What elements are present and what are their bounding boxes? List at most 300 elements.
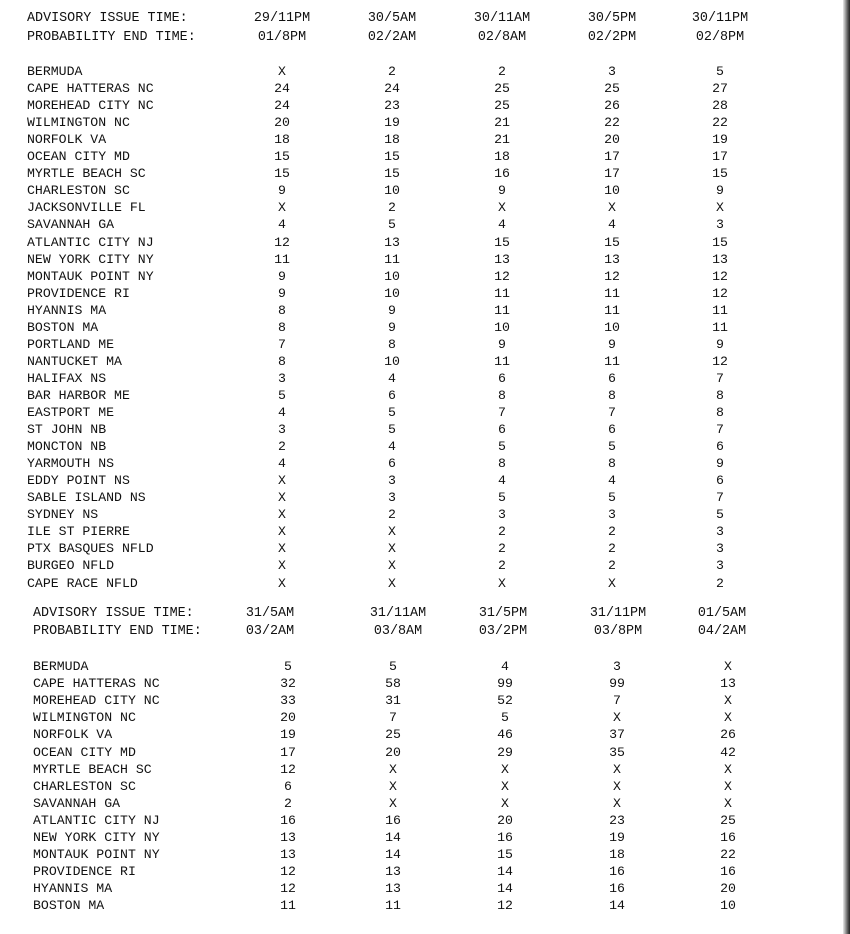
probability-value: 3	[388, 490, 396, 506]
probability-value: 7	[389, 710, 397, 726]
probability-value: 35	[609, 744, 625, 760]
location-name: SABLE ISLAND NS	[27, 490, 146, 506]
probability-value: 12	[274, 234, 290, 250]
probability-value: 9	[608, 336, 616, 352]
table-row	[0, 575, 840, 592]
location-name: MOREHEAD CITY NC	[27, 98, 154, 114]
location-name: PROVIDENCE RI	[27, 285, 130, 301]
probability-value: X	[278, 64, 286, 79]
probability-value: 31	[385, 693, 401, 709]
issue-time-col-1: 31/5AM	[245, 606, 295, 621]
table-row	[0, 812, 840, 829]
issue-time-col-4: 31/11PM	[589, 606, 647, 621]
table-row	[0, 199, 840, 216]
probability-value: 2	[388, 64, 396, 79]
probability-value: 58	[385, 676, 401, 692]
probability-value: X	[716, 200, 724, 216]
probability-value: 20	[274, 115, 290, 131]
probability-value: 17	[604, 149, 620, 165]
probability-value: X	[389, 795, 397, 811]
probability-value: 15	[384, 166, 400, 182]
probability-value: 5	[501, 710, 509, 726]
probability-value: X	[501, 778, 509, 794]
probability-value: 10	[384, 285, 400, 301]
location-name: MONTAUK POINT NY	[27, 268, 154, 284]
probability-value: 20	[497, 812, 513, 828]
table-row	[0, 829, 840, 846]
probability-value: X	[389, 761, 397, 777]
table-row	[0, 709, 840, 726]
location-name: BAR HARBOR ME	[27, 387, 130, 403]
probability-value: 12	[497, 898, 513, 914]
location-name: PTX BASQUES NFLD	[27, 541, 154, 557]
probability-value: X	[724, 761, 732, 777]
location-name: NORFOLK VA	[33, 727, 113, 743]
probability-value: 15	[712, 234, 728, 250]
probability-value: 2	[498, 524, 506, 540]
table-row	[0, 234, 840, 251]
probability-value: 26	[604, 98, 620, 114]
probability-value: 20	[720, 881, 736, 897]
location-name: HYANNIS MA	[33, 881, 113, 897]
probability-value: X	[501, 795, 509, 811]
end-time-col-5: 02/8PM	[695, 30, 745, 45]
probability-value: 8	[498, 456, 506, 472]
probability-value: 15	[384, 149, 400, 165]
location-name: NEW YORK CITY NY	[27, 251, 154, 267]
probability-value: 11	[604, 353, 620, 369]
probability-value: 22	[604, 115, 620, 131]
probability-value: 25	[385, 727, 401, 743]
table-row	[0, 489, 840, 506]
end-time-col-4: 03/8PM	[593, 624, 643, 639]
location-name: ILE ST PIERRE	[27, 524, 130, 540]
probability-value: 28	[712, 98, 728, 114]
probability-value: 12	[280, 864, 296, 880]
table-row	[0, 387, 840, 404]
probability-value: X	[278, 575, 286, 591]
probability-value: 11	[604, 302, 620, 318]
probability-value: X	[724, 778, 732, 794]
probability-value: 16	[494, 166, 510, 182]
end-time-col-2: 03/8AM	[373, 624, 423, 639]
probability-value: 11	[385, 898, 401, 914]
location-name: CAPE HATTERAS NC	[33, 676, 160, 692]
probability-value: 9	[278, 268, 286, 284]
probability-value: 21	[494, 115, 510, 131]
location-name: MOREHEAD CITY NC	[33, 693, 160, 709]
probability-value: 5	[498, 439, 506, 455]
probability-value: 52	[497, 693, 513, 709]
probability-value: 8	[608, 387, 616, 403]
probability-value: 19	[384, 115, 400, 131]
probability-value: X	[724, 710, 732, 726]
table-row	[0, 438, 840, 455]
location-name: MYRTLE BEACH SC	[27, 166, 146, 182]
probability-value: X	[498, 575, 506, 591]
probability-value: 37	[609, 727, 625, 743]
probability-value: 25	[494, 81, 510, 97]
probability-value: 10	[604, 319, 620, 335]
location-name: NEW YORK CITY NY	[33, 830, 160, 845]
probability-value: 22	[712, 115, 728, 131]
issue-time-header	[0, 10, 840, 28]
probability-value: 5	[388, 405, 396, 420]
probability-value: 10	[384, 268, 400, 284]
probability-value: 12	[712, 285, 728, 301]
probability-value: 19	[609, 830, 625, 845]
probability-value: 2	[498, 64, 506, 79]
probability-value: X	[278, 507, 286, 523]
table-row	[0, 97, 840, 114]
table-row	[0, 114, 840, 131]
probability-value: 4	[501, 659, 509, 674]
probability-value: 46	[497, 727, 513, 743]
probability-value: 11	[280, 898, 296, 914]
probability-value: 6	[498, 422, 506, 438]
probability-value: 3	[498, 507, 506, 523]
location-name: BERMUDA	[33, 659, 89, 674]
probability-value: 8	[498, 387, 506, 403]
probability-value: 22	[720, 847, 736, 863]
probability-value: 25	[720, 812, 736, 828]
probability-value: 7	[716, 370, 724, 386]
probability-value: 17	[280, 744, 296, 760]
table-row	[0, 285, 840, 302]
location-name: BERMUDA	[27, 64, 83, 79]
probability-value: X	[278, 200, 286, 216]
probability-value: X	[498, 200, 506, 216]
probability-value: 14	[385, 830, 401, 845]
probability-value: 24	[274, 81, 290, 97]
probability-value: 11	[494, 353, 510, 369]
end-time-col-4: 02/2PM	[587, 30, 637, 45]
probability-value: 4	[608, 217, 616, 233]
table-row	[0, 165, 840, 182]
location-name: BOSTON MA	[33, 898, 105, 914]
table-row	[0, 182, 840, 199]
probability-value: 9	[388, 319, 396, 335]
probability-value: 12	[494, 268, 510, 284]
table-row	[0, 370, 840, 387]
table-row	[0, 131, 840, 148]
probability-value: 20	[280, 710, 296, 726]
probability-value: 13	[280, 830, 296, 845]
probability-value: 5	[284, 659, 292, 674]
probability-value: 9	[278, 183, 286, 199]
probability-value: 23	[609, 812, 625, 828]
probability-value: 3	[613, 659, 621, 674]
probability-value: 19	[712, 132, 728, 148]
probability-value: 4	[278, 217, 286, 233]
probability-value: 4	[388, 439, 396, 455]
probability-value: 9	[716, 456, 724, 472]
table-row	[0, 897, 840, 914]
probability-value: X	[501, 761, 509, 777]
probability-value: 15	[712, 166, 728, 182]
probability-value: 8	[278, 353, 286, 369]
probability-value: 15	[494, 234, 510, 250]
table-row	[0, 148, 840, 165]
issue-time-col-5: 01/5AM	[697, 606, 747, 621]
probability-value: 15	[274, 149, 290, 165]
probability-value: X	[608, 575, 616, 591]
location-name: SAVANNAH GA	[33, 795, 121, 811]
probability-value: 2	[608, 541, 616, 557]
table-row	[0, 251, 840, 268]
probability-value: 6	[284, 778, 292, 794]
probability-value: 7	[278, 336, 286, 352]
probability-value: 99	[497, 676, 513, 692]
probability-value: 15	[497, 847, 513, 863]
probability-value: 7	[498, 405, 506, 420]
end-time-col-2: 02/2AM	[367, 30, 417, 45]
location-name: HYANNIS MA	[27, 302, 107, 318]
location-name: EASTPORT ME	[27, 405, 115, 420]
location-name: ST JOHN NB	[27, 422, 107, 438]
probability-value: 18	[384, 132, 400, 148]
probability-value: 17	[604, 166, 620, 182]
location-name: CHARLESTON SC	[33, 778, 136, 794]
issue-time-col-4: 30/5PM	[587, 11, 637, 26]
probability-value: 10	[604, 183, 620, 199]
end-time-header	[0, 29, 840, 47]
probability-value: 8	[278, 319, 286, 335]
probability-value: 15	[274, 166, 290, 182]
probability-value: 8	[278, 302, 286, 318]
location-name: PORTLAND ME	[27, 336, 115, 352]
probability-value: 3	[608, 64, 616, 79]
probability-value: 11	[604, 285, 620, 301]
probability-value: 16	[609, 881, 625, 897]
probability-value: 2	[608, 524, 616, 540]
probability-value: 11	[494, 285, 510, 301]
probability-value: 12	[280, 761, 296, 777]
location-name: CAPE HATTERAS NC	[27, 81, 154, 97]
table-row	[0, 404, 840, 421]
probability-value: 14	[385, 847, 401, 863]
end-time-header	[0, 623, 840, 641]
probability-value: 6	[388, 387, 396, 403]
table-row	[0, 353, 840, 370]
probability-value: 32	[280, 676, 296, 692]
probability-value: 5	[389, 659, 397, 674]
probability-value: 6	[388, 456, 396, 472]
probability-value: 15	[604, 234, 620, 250]
table-row	[0, 726, 840, 743]
probability-value: 9	[716, 183, 724, 199]
probability-value: 2	[608, 558, 616, 574]
probability-value: 2	[716, 575, 724, 591]
issue-time-col-2: 30/5AM	[367, 11, 417, 26]
table-row	[0, 216, 840, 233]
probability-value: 21	[494, 132, 510, 148]
probability-value: 9	[498, 336, 506, 352]
probability-value: 9	[388, 302, 396, 318]
end-time-label: PROBABILITY END TIME:	[27, 30, 196, 45]
location-name: ATLANTIC CITY NJ	[33, 812, 160, 828]
probability-value: 19	[280, 727, 296, 743]
table-row	[0, 846, 840, 863]
probability-value: 18	[494, 149, 510, 165]
table-row	[0, 80, 840, 97]
probability-value: 10	[384, 183, 400, 199]
probability-value: 42	[720, 744, 736, 760]
probability-value: 5	[716, 507, 724, 523]
issue-time-col-5: 30/11PM	[691, 11, 749, 26]
location-name: SAVANNAH GA	[27, 217, 115, 233]
probability-value: 23	[384, 98, 400, 114]
probability-value: X	[613, 795, 621, 811]
probability-value: 2	[284, 795, 292, 811]
probability-value: 8	[608, 456, 616, 472]
probability-value: 13	[385, 864, 401, 880]
table-row	[0, 336, 840, 353]
probability-value: 3	[716, 217, 724, 233]
probability-value: 99	[609, 676, 625, 692]
probability-value: 6	[716, 473, 724, 489]
location-name: ATLANTIC CITY NJ	[27, 234, 154, 250]
table-row	[0, 692, 840, 709]
probability-value: 5	[388, 217, 396, 233]
probability-value: 2	[388, 200, 396, 216]
probability-value: 24	[384, 81, 400, 97]
probability-value: 3	[608, 507, 616, 523]
probability-value: 4	[278, 456, 286, 472]
probability-value: 4	[498, 473, 506, 489]
scan-edge	[843, 0, 850, 934]
table-row	[0, 778, 840, 795]
probability-value: 3	[388, 473, 396, 489]
end-time-label: PROBABILITY END TIME:	[33, 624, 202, 639]
location-name: YARMOUTH NS	[27, 456, 115, 472]
location-name: EDDY POINT NS	[27, 473, 130, 489]
probability-value: 12	[604, 268, 620, 284]
probability-value: 16	[609, 864, 625, 880]
probability-value: 11	[494, 302, 510, 318]
table-row	[0, 455, 840, 472]
location-name: WILMINGTON NC	[27, 115, 130, 131]
probability-value: 16	[385, 812, 401, 828]
probability-value: 2	[498, 541, 506, 557]
probability-value: X	[724, 795, 732, 811]
probability-value: 4	[498, 217, 506, 233]
probability-value: 14	[497, 864, 513, 880]
location-name: MYRTLE BEACH SC	[33, 761, 152, 777]
location-name: PROVIDENCE RI	[33, 864, 136, 880]
probability-value: X	[278, 558, 286, 574]
location-name: OCEAN CITY MD	[33, 744, 136, 760]
table-row	[0, 880, 840, 897]
probability-value: 3	[716, 524, 724, 540]
probability-value: 12	[712, 268, 728, 284]
probability-value: 3	[278, 422, 286, 438]
table-row	[0, 761, 840, 778]
probability-value: 13	[720, 676, 736, 692]
table-row	[0, 421, 840, 438]
end-time-col-5: 04/2AM	[697, 624, 747, 639]
table-row	[0, 302, 840, 319]
issue-time-header	[0, 605, 840, 623]
probability-value: 3	[716, 558, 724, 574]
end-time-col-3: 02/8AM	[477, 30, 527, 45]
table-row	[0, 557, 840, 574]
table-row	[0, 863, 840, 880]
probability-value: 33	[280, 693, 296, 709]
probability-value: 2	[498, 558, 506, 574]
probability-value: 5	[498, 490, 506, 506]
probability-value: 5	[388, 422, 396, 438]
probability-value: X	[724, 659, 732, 674]
probability-value: X	[388, 575, 396, 591]
probability-value: 13	[385, 881, 401, 897]
probability-value: 27	[712, 81, 728, 97]
probability-value: 4	[278, 405, 286, 420]
probability-value: 17	[712, 149, 728, 165]
probability-value: 13	[280, 847, 296, 863]
location-name: WILMINGTON NC	[33, 710, 136, 726]
probability-value: 16	[720, 830, 736, 845]
probability-value: 9	[716, 336, 724, 352]
table-row	[0, 472, 840, 489]
end-time-col-3: 03/2PM	[478, 624, 528, 639]
probability-value: 5	[278, 387, 286, 403]
issue-time-col-2: 31/11AM	[369, 606, 427, 621]
probability-value: 13	[384, 234, 400, 250]
probability-value: 16	[280, 812, 296, 828]
probability-value: 18	[609, 847, 625, 863]
probability-value: X	[388, 541, 396, 557]
probability-value: 7	[608, 405, 616, 420]
probability-value: 3	[278, 370, 286, 386]
probability-value: 6	[498, 370, 506, 386]
probability-value: 7	[716, 422, 724, 438]
probability-value: 13	[604, 251, 620, 267]
probability-value: 12	[280, 881, 296, 897]
probability-value: 13	[712, 251, 728, 267]
probability-value: 24	[274, 98, 290, 114]
probability-value: 10	[384, 353, 400, 369]
probability-value: 18	[274, 132, 290, 148]
issue-time-label: ADVISORY ISSUE TIME:	[33, 606, 194, 621]
probability-value: X	[613, 778, 621, 794]
location-name: JACKSONVILLE FL	[27, 200, 146, 216]
probability-value: 11	[384, 251, 400, 267]
probability-value: 6	[608, 370, 616, 386]
probability-value: 25	[494, 98, 510, 114]
table-row	[0, 506, 840, 523]
probability-value: 2	[278, 439, 286, 455]
probability-value: 2	[388, 507, 396, 523]
location-name: OCEAN CITY MD	[27, 149, 130, 165]
probability-value: 9	[278, 285, 286, 301]
probability-value: 8	[716, 387, 724, 403]
probability-value: 11	[712, 319, 728, 335]
probability-value: 8	[388, 336, 396, 352]
probability-value: 25	[604, 81, 620, 97]
issue-time-col-3: 30/11AM	[473, 11, 531, 26]
probability-value: X	[278, 490, 286, 506]
table-row	[0, 268, 840, 285]
location-name: CAPE RACE NFLD	[27, 575, 138, 591]
probability-value: 4	[608, 473, 616, 489]
table-row	[0, 675, 840, 692]
table-row	[0, 63, 840, 80]
location-name: SYDNEY NS	[27, 507, 99, 523]
probability-value: 5	[608, 439, 616, 455]
probability-value: X	[278, 473, 286, 489]
probability-value: 10	[494, 319, 510, 335]
